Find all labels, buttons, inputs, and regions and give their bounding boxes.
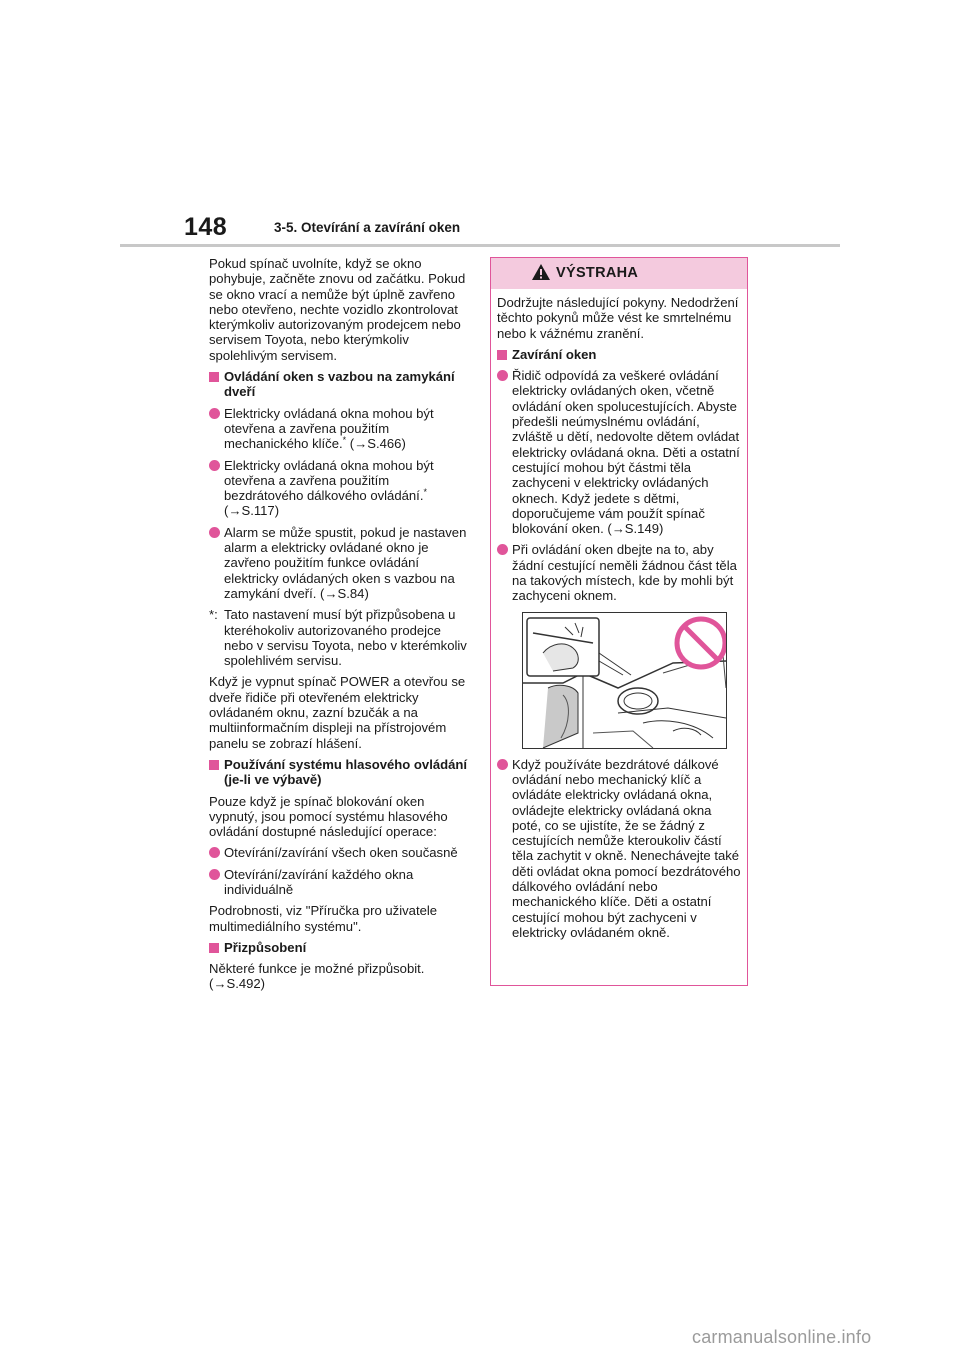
bullet-remote-control: Elektricky ovládaná okna mohou být otevřena a zavřena použitím bezdrátového dálkového ovládání.* (→S.117) (209, 458, 471, 519)
bullet-all-windows: Otevírání/zavírání všech oken současně (209, 845, 471, 860)
footnote: *: Tato nastavení musí být přizpůsobena u kteréhokoliv autorizovaného prodejce nebo v servisu Toyota, nebo v kterémkoliv spolehlivém servisu. (209, 607, 467, 669)
square-bullet-icon (497, 350, 507, 360)
section-heading-door-lock: Ovládání oken s vazbou na zamykání dveří (209, 369, 471, 400)
warning-section-heading: Zavírání oken (497, 347, 741, 362)
warning-box (490, 257, 748, 986)
header-rule (120, 244, 840, 247)
page-reference: (→S.117) (224, 503, 280, 519)
section-heading-voice-control: Používání systému hlasového ovládání (je-li ve výbavě) (209, 757, 471, 788)
watermark: carmanualsonline.info (692, 1327, 872, 1347)
left-column (209, 256, 471, 998)
intro-paragraph: Pokud spínač uvolníte, když se okno pohybuje, začněte znovu od začátku. Pokud se okno vrací a nemůže být úplně zavřeno nebo otevřeno, nechte vozidlo zkontrolovat kterýmkoliv autorizovaným prodejcem nebo servisem Toyota, nebo kterýmkoliv spolehlivým servisem. (209, 256, 466, 363)
round-bullet-icon (209, 847, 220, 858)
warning-intro: Dodržujte následující pokyny. Nedodržení těchto pokynů může vést ke smrtelnému nebo k vážnému zranění. (497, 295, 739, 341)
warning-bullet-driver: Řidič odpovídá za veškeré ovládání elektricky ovládaných oken, včetně ovládání oken spolucestujících. Abyste předešli neúmyslnému ovládání, zvláště u dětí, nedovolte dětem ovládat elektricky ovládaná okna. Děti a ostatní cestující mohou být částmi těla zachyceni v elektricky ovládaných oknech. Když jedete s dětmi, doporučujeme vám použít spínač blokování oken. (→S.149) (497, 368, 741, 536)
window-pinch-illustration (522, 612, 727, 749)
round-bullet-icon (209, 869, 220, 880)
customization-paragraph: Některé funkce je možné přizpůsobit. (→S.492) (209, 961, 425, 992)
round-bullet-icon (209, 460, 220, 471)
warning-bullet-passengers: Při ovládání oken dbejte na to, aby žádní cestující neměli žádnou část těla na takových místech, kde by mohli být zachyceni oknem. (497, 542, 741, 603)
voice-control-paragraph: Pouze když je spínač blokování oken vypnutý, jsou pomocí systému hlasového ovládání dostupné následující operace: (209, 793, 448, 840)
power-switch-paragraph: Když je vypnut spínač POWER a otevřou se dveře řidiče při otevřeném elektricky ovládaném oknu, zazní bzučák a na multiinformačním displeji na přístrojovém panelu se zobrazí hlášení. (209, 674, 466, 751)
bullet-each-window: Otevírání/zavírání každého okna individuálně (209, 867, 471, 898)
square-bullet-icon (209, 372, 219, 382)
section-heading-customization: Přizpůsobení (209, 940, 471, 955)
round-bullet-icon (497, 759, 508, 770)
warning-body (491, 289, 747, 940)
bullet-alarm: Alarm se může spustit, pokud je nastaven alarm a elektricky ovládané okno je zavřeno použitím funkce ovládání elektricky ovládaných oken s vazbou na zamykání dveří. (→S.84) (209, 525, 471, 601)
footnote-mark: *: (209, 607, 218, 623)
warning-bullet-remote: Když používáte bezdrátové dálkové ovládání nebo mechanický klíč a ovládáte elektricky ovládaná okna, ovládejte elektricky ovládaná okna poté, co se ujistíte, že se žádný z cestujících nemůže kteroukoliv částí těla zachytit v okně. Nenechávejte také děti ovládat okna pomocí bezdrátového dálkového ovládání nebo mechanického klíče. Děti a ostatní cestující mohou být zachyceni v elektricky ovládaném okně. (497, 757, 741, 941)
warning-title: VÝSTRAHA (556, 265, 639, 281)
page-reference: (→S.466) (346, 436, 406, 452)
page-number: 148 (184, 213, 228, 241)
bullet-mechanical-key: Elektricky ovládaná okna mohou být otevřena a zavřena použitím mechanického klíče.* (→S.466) (209, 406, 471, 452)
warning-triangle-icon (531, 263, 551, 286)
details-paragraph: Podrobnosti, viz "Příručka pro uživatele multimediálního systému". (209, 903, 438, 934)
square-bullet-icon (209, 760, 219, 770)
round-bullet-icon (497, 544, 508, 555)
warning-header (491, 258, 747, 289)
square-bullet-icon (209, 943, 219, 953)
chapter-title: 3-5. Otevírání a zavírání oken (274, 220, 461, 235)
round-bullet-icon (209, 408, 220, 419)
round-bullet-icon (209, 527, 220, 538)
round-bullet-icon (497, 370, 508, 381)
